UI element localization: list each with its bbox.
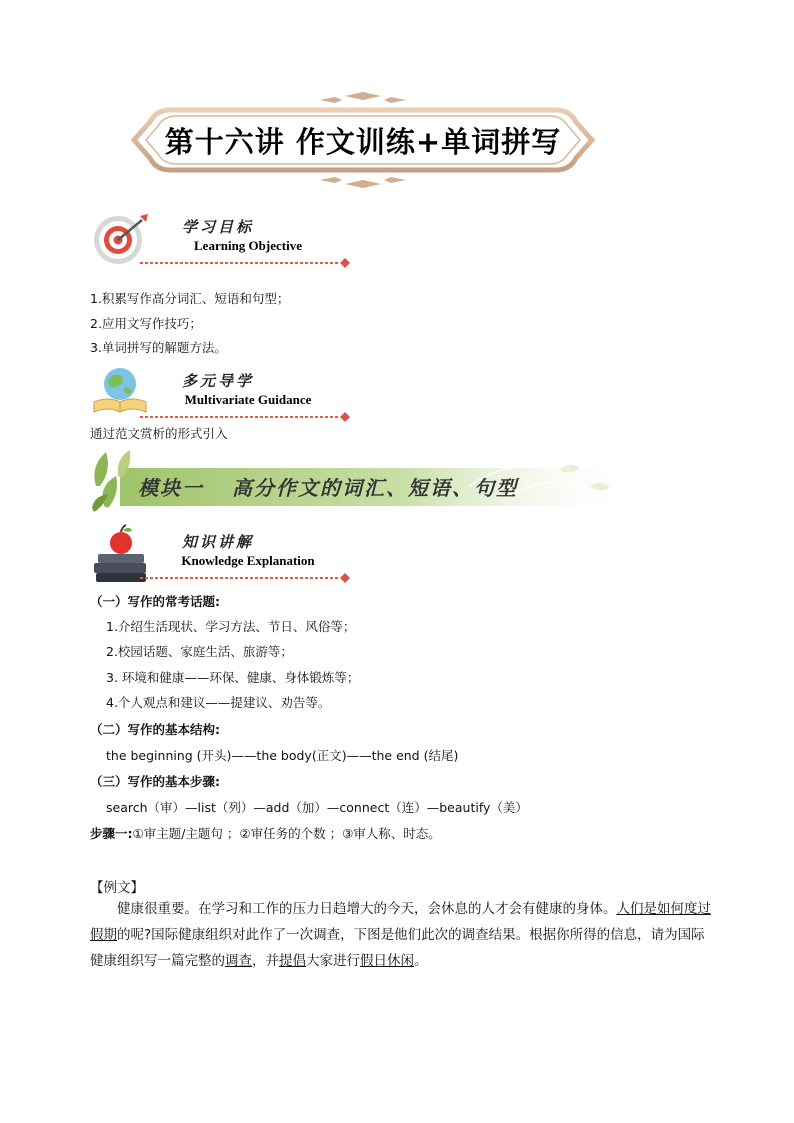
example-underline-2: 调查 xyxy=(225,953,252,969)
guidance-cn-title: 多元导学 xyxy=(182,372,255,390)
example-underline-1: 人们是如何度过假期 xyxy=(90,901,711,943)
topic-item-1: 1.介绍生活现状、学习方法、节日、风俗等； xyxy=(106,619,356,634)
objective-cn-title: 学习目标 xyxy=(182,218,255,236)
knowledge-heading-2: （二）写作的基本结构: xyxy=(90,722,220,737)
step1-text: ①审主题/主题句 ；②审任务的个数 ；③审人称、时态。 xyxy=(132,826,441,841)
structure-text: the beginning (开头)——the body(正文)——the end (结尾) xyxy=(106,748,459,763)
example-underline-3: 提倡 xyxy=(279,953,306,969)
heading-underline xyxy=(140,573,350,583)
guidance-en-title: Multivariate Guidance xyxy=(184,392,312,407)
example-text-5: 。 xyxy=(414,953,428,969)
module-banner xyxy=(90,446,650,516)
steps-text: search（审）—list（列）—add（加）—connect（连）—beautify（美） xyxy=(106,800,528,815)
example-text-2: 的呢?国际健康组织对此作了一次调查，下图是他们此次的调查结果。根据你所得的信息，请为国际健康组织写一篇完整的 xyxy=(90,927,705,969)
section-learning-objective xyxy=(90,208,330,274)
guidance-text: 通过范文赏析的形式引入 xyxy=(90,426,228,441)
section-knowledge-explanation xyxy=(90,523,330,589)
objective-item-3: 3.单词拼写的解题方法。 xyxy=(90,340,227,355)
heading-underline xyxy=(140,258,350,268)
example-underline-4: 假日休闲 xyxy=(360,953,414,969)
example-text-3: ，并 xyxy=(252,953,279,969)
topic-item-3: 3. 环境和健康——环保、健康、身体锻炼等； xyxy=(106,670,360,685)
knowledge-cn-title: 知识讲解 xyxy=(182,533,255,551)
example-heading: 【例文】 xyxy=(90,880,144,896)
example-paragraph xyxy=(90,896,714,974)
topic-item-2: 2.校园话题、家庭生活、旅游等； xyxy=(106,644,293,659)
step1-line xyxy=(90,824,441,842)
example-text-4: 大家进行 xyxy=(306,953,360,969)
section-multivariate-guidance xyxy=(90,362,330,428)
objective-item-1: 1.积累写作高分词汇、短语和句型； xyxy=(90,291,290,306)
heading-underline xyxy=(140,412,350,422)
objective-item-2: 2.应用文写作技巧； xyxy=(90,316,202,331)
topic-item-4: 4.个人观点和建议——提建议、劝告等。 xyxy=(106,695,331,710)
module-name: 高分作文的词汇、短语、句型 xyxy=(232,476,518,500)
knowledge-en-title: Knowledge Explanation xyxy=(181,553,315,568)
objective-en-title: Learning Objective xyxy=(194,238,302,253)
example-text-1: 健康很重要。在学习和工作的压力日趋增大的今天，会休息的人才会有健康的身体。 xyxy=(117,901,617,917)
step1-label: 步骤一: xyxy=(90,826,133,841)
knowledge-heading-3: （三）写作的基本步骤: xyxy=(90,774,220,789)
module-label: 模块一 xyxy=(138,476,204,500)
page-title: 第十六讲 作文训练+单词拼写 xyxy=(164,124,562,159)
knowledge-heading-1: （一）写作的常考话题: xyxy=(90,594,220,609)
title-banner xyxy=(130,92,596,188)
module-title xyxy=(138,472,546,501)
